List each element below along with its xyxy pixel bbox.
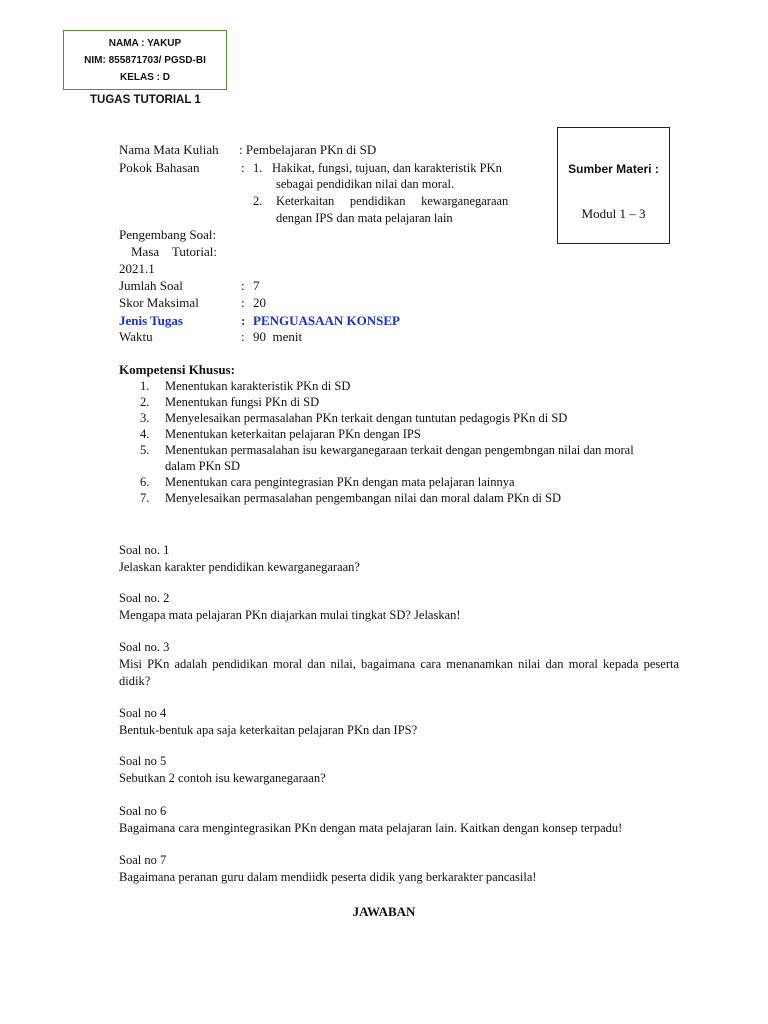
question-text: Bagaimana cara mengintegrasikan PKn dengan mata pelajaran lain. Kaitkan dengan konsep terpadu! [119, 821, 623, 835]
course-label: Nama Mata Kuliah [119, 142, 219, 157]
time-label: Waktu [119, 329, 153, 344]
list-text: Menentukan permasalahan isu kewarganegaraan terkait dengan pengembngan nilai dan moral dalam PKn SD [165, 443, 634, 473]
question-text: Bagaimana peranan guru dalam mendiidk peserta didik yang berkarakter pancasila! [119, 870, 537, 884]
topic-1-line-2: sebagai pendidikan nilai dan moral. [276, 177, 455, 191]
topic-1-line-1: Hakikat, fungsi, tujuan, dan karakteristik PKn [272, 161, 502, 175]
max-score-colon: : [241, 295, 245, 310]
topic-2-line-2: dengan IPS dan mata pelajaran lain [276, 211, 453, 225]
topic-2-line-1: Keterkaitan pendidikan kewarganegaraan [276, 194, 509, 208]
task-type-value: PENGUASAAN KONSEP [253, 313, 400, 328]
student-nim: NIM: 855871703/ PGSD-BI [84, 55, 206, 66]
list-number: 2. [140, 395, 150, 409]
max-score-label: Skor Maksimal [119, 295, 199, 310]
question-7 [119, 852, 679, 886]
question-title: Soal no. 2 [119, 591, 170, 605]
time-colon: : [241, 329, 245, 344]
course-value: : Pembelajaran PKn di SD [239, 142, 377, 157]
competency-list [140, 378, 660, 506]
question-title: Soal no 4 [119, 706, 167, 720]
question-count-colon: : [241, 278, 245, 293]
assignment-title: TUGAS TUTORIAL 1 [90, 94, 201, 106]
list-number: 5. [140, 443, 150, 457]
list-text: Menentukan keterkaitan pelajaran PKn dengan IPS [165, 427, 421, 441]
student-identity-box [63, 30, 227, 90]
list-number: 6. [140, 475, 150, 489]
topic-2-number: 2. [253, 194, 263, 208]
question-count-label: Jumlah Soal [119, 278, 183, 293]
question-title: Soal no 7 [119, 853, 167, 867]
student-class: KELAS : D [120, 72, 170, 83]
task-type-label: Jenis Tugas [119, 313, 183, 328]
list-number: 4. [140, 427, 150, 441]
question-1 [119, 542, 679, 576]
tutorial-period-label: Masa Tutorial: [131, 244, 217, 259]
question-3 [119, 639, 679, 690]
question-count-value: 7 [253, 278, 260, 293]
list-item [140, 378, 660, 394]
question-text: Sebutkan 2 contoh isu kewarganegaraan? [119, 771, 326, 785]
question-title: Soal no. 3 [119, 640, 170, 654]
list-item [140, 410, 660, 426]
list-text: Menyelesaikan permasalahan PKn terkait dengan tuntutan pedagogis PKn di SD [165, 411, 568, 425]
question-4 [119, 705, 679, 739]
question-title: Soal no. 1 [119, 543, 170, 557]
question-6 [119, 803, 679, 837]
list-text: Menentukan fungsi PKn di SD [165, 395, 320, 409]
question-text: Misi PKn adalah pendidikan moral dan nilai, bagaimana cara menanamkan nilai dan moral kepada peserta didik? [119, 657, 679, 688]
question-title: Soal no 5 [119, 754, 167, 768]
question-2 [119, 590, 679, 624]
question-text: Jelaskan karakter pendidikan kewarganegaraan? [119, 560, 360, 574]
list-item [140, 426, 660, 442]
question-5 [119, 753, 679, 787]
question-text: Mengapa mata pelajaran PKn diajarkan mulai tingkat SD? Jelaskan! [119, 608, 461, 622]
list-text: Menentukan cara pengintegrasian PKn dengan mata pelajaran lainnya [165, 475, 515, 489]
source-material-value: Modul 1 – 3 [581, 206, 646, 221]
question-text: Bentuk-bentuk apa saja keterkaitan pelajaran PKn dan IPS? [119, 723, 418, 737]
answer-heading: JAWABAN [352, 904, 416, 919]
competency-heading: Kompetensi Khusus: [119, 362, 235, 377]
source-material-box [557, 127, 670, 244]
tutorial-period-value: 2021.1 [119, 261, 155, 276]
topic-colon: : [241, 160, 245, 175]
list-number: 1. [140, 379, 150, 393]
student-name: NAMA : YAKUP [108, 38, 182, 49]
list-item [140, 394, 660, 410]
list-text: Menentukan karakteristik PKn di SD [165, 379, 351, 393]
question-title: Soal no 6 [119, 804, 167, 818]
question-developer-label: Pengembang Soal: [119, 227, 217, 242]
list-number: 3. [140, 411, 150, 425]
list-item [140, 442, 660, 474]
source-material-label: Sumber Materi : [568, 162, 659, 176]
task-type-colon: : [241, 313, 246, 328]
list-item [140, 474, 660, 490]
time-value: 90 menit [253, 329, 303, 344]
topic-1-number: 1. [253, 161, 263, 175]
list-number: 7. [140, 491, 150, 505]
list-item [140, 490, 660, 506]
list-text: Menyelesaikan permasalahan pengembangan nilai dan moral dalam PKn di SD [165, 491, 562, 505]
max-score-value: 20 [253, 295, 266, 310]
topic-label: Pokok Bahasan [119, 160, 200, 175]
